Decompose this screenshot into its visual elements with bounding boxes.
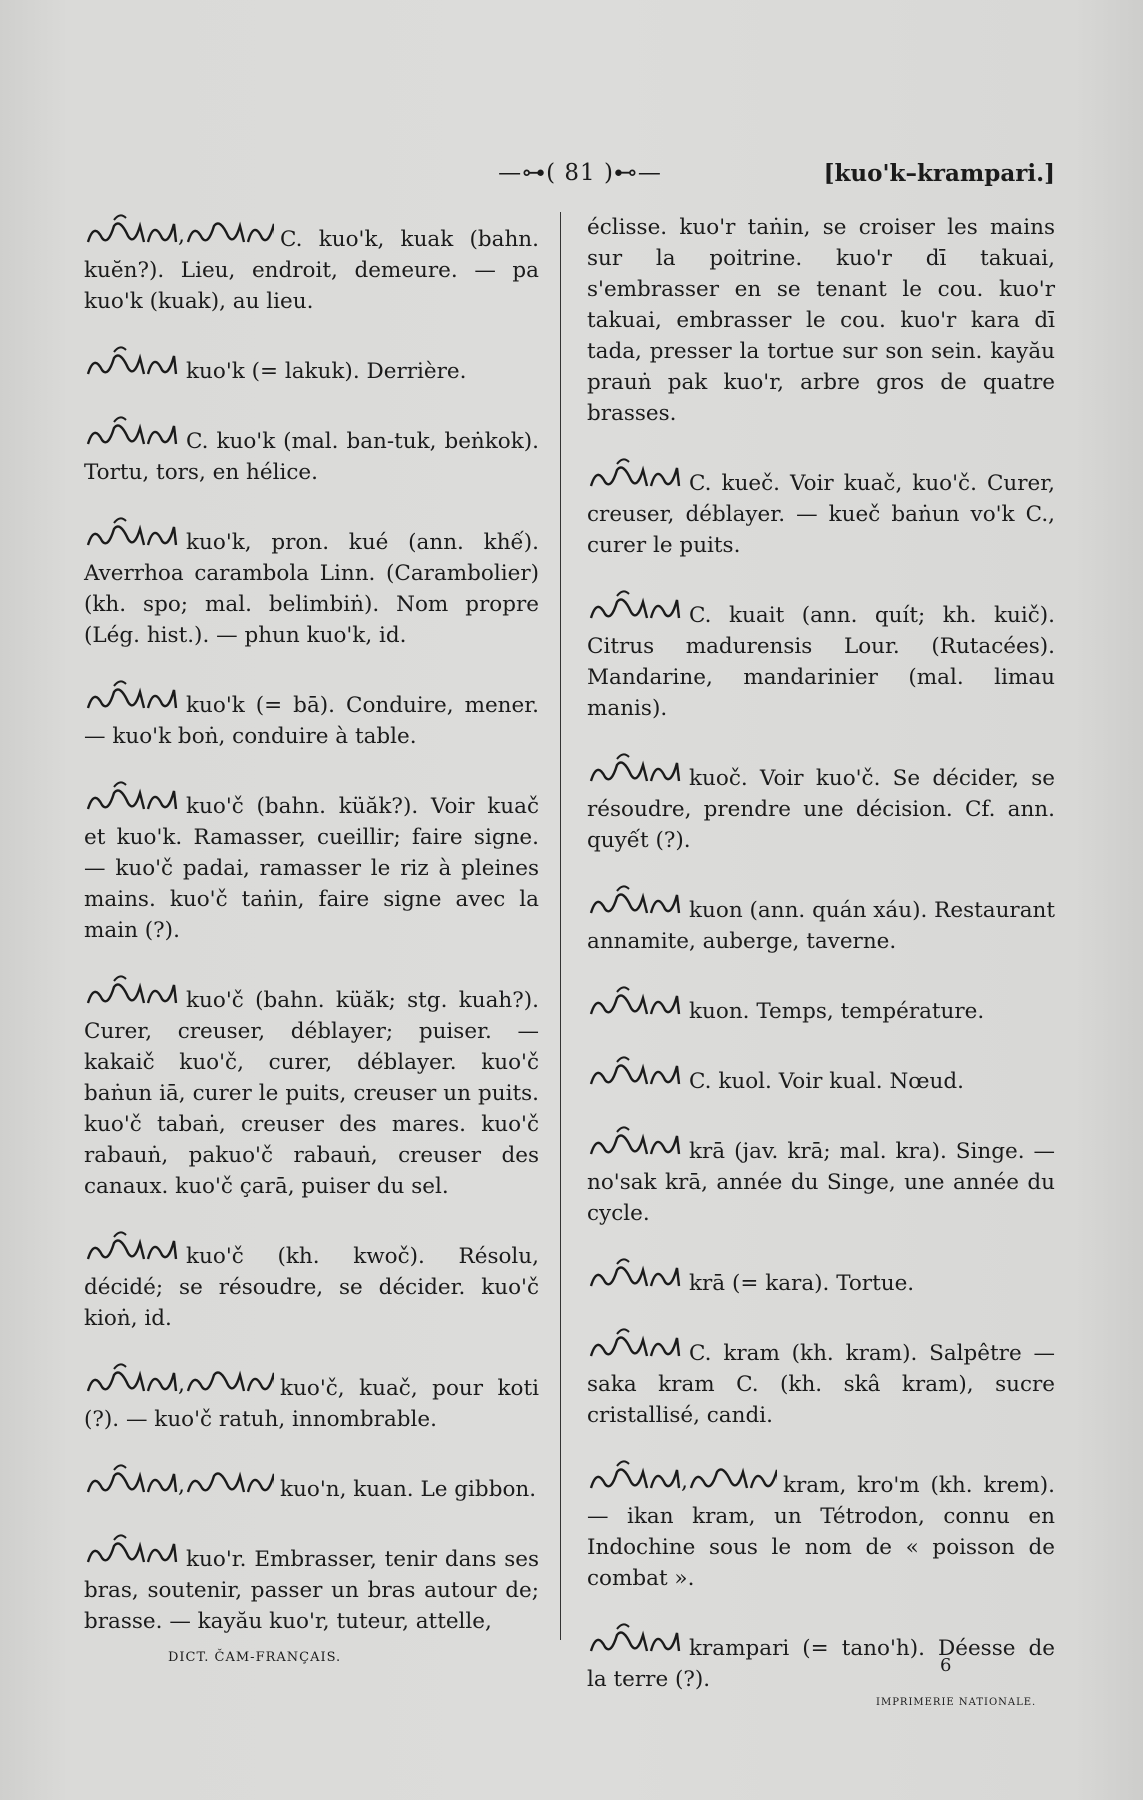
left-column-entry (84, 344, 539, 387)
entry-text: kuon. Temps, température. (689, 999, 985, 1024)
entry-text: C. kuo'k (mal. ban-tuk, beṅkok). Tortu, tors, en hélice. (84, 429, 539, 485)
right-column-entry (587, 1621, 1055, 1695)
svg-text:,: , (178, 1473, 185, 1498)
entry-text: éclisse. kuo'r taṅin, se croiser les mains sur la poitrine. kuo'r dī takuai, s'embrasser en se tenant le cou. kuo'r takuai, embrasser le cou. kuo'r kara dī tada, presser la tortue sur son sein. kayău prauṅ pak kuo'r, arbre gros de quatre brasses. (587, 215, 1055, 426)
entry-text: kuo'r. Embrasser, tenir dans ses bras, soutenir, passer un bras autour de; brasse. — kayău kuo'r, tuteur, attelle, (84, 1547, 539, 1634)
cham-script-glyph (587, 883, 683, 923)
entry-text: kuo'č (bahn. küăk?). Voir kuač et kuo'k. Ramasser, cueillir; faire signe. — kuo'č padai, ramasser le riz à pleines mains. kuo'č taṅin, faire signe avec la main (?). (84, 794, 539, 943)
cham-script-glyph (84, 1229, 180, 1269)
entry-text: kuo'k (= lakuk). Derrière. (186, 359, 467, 384)
entry-text: kuoč. Voir kuo'č. Se décider, se résoudre, prendre une décision. Cf. ann. quyết (?). (587, 766, 1055, 853)
cham-script-glyph (84, 212, 274, 252)
left-column-entry (84, 212, 539, 317)
column-divider (560, 212, 561, 1640)
right-column-entry (587, 1458, 1055, 1594)
cham-script-glyph (84, 678, 180, 718)
entry-text: kram, kro'm (kh. krem). — ikan kram, un Tétrodon, connu en Indochine sous le nom de « poisson de combat ». (587, 1473, 1055, 1591)
entry-text: C. kuait (ann. quít; kh. kuič). Citrus madurensis Lour. (Rutacées). Mandarine, mandarinier (mal. limau manis). (587, 603, 1055, 721)
entry-text: kuo'k (= bā). Conduire, mener. — kuo'k boṅ, conduire à table. (84, 693, 539, 749)
cham-script-glyph (587, 456, 683, 496)
entry-text: kuo'č (bahn. küăk; stg. kuah?). Curer, creuser, déblayer; puiser. — kakaič kuo'č, curer, déblayer. kuo'č baṅun iā, curer le puits, creuser un puits. kuo'č tabaṅ, creuser des mares. kuo'č rabauṅ, pakuo'č rabauṅ, creuser des canaux. kuo'č çarā, puiser du sel. (84, 988, 539, 1199)
right-column-entry (587, 1054, 1055, 1097)
cham-script-glyph (587, 1458, 777, 1498)
left-column-entry (84, 973, 539, 1202)
entry-text: C. kram (kh. kram). Salpêtre — saka kram C. (kh. skâ kram), sucre cristallisé, candi. (587, 1341, 1055, 1428)
left-column-entry (84, 779, 539, 946)
svg-text:,: , (178, 1372, 185, 1397)
cham-script-glyph (587, 984, 683, 1024)
entry-text: kuo'č (kh. kwoč). Résolu, décidé; se résoudre, se décider. kuo'č kioṅ, id. (84, 1244, 539, 1331)
right-column-entry (587, 588, 1055, 724)
right-column-entry (587, 883, 1055, 957)
cham-script-glyph (84, 1361, 274, 1401)
footer-book-title: DICT. ČAM-FRANÇAIS. (168, 1650, 342, 1665)
right-column-entry (587, 456, 1055, 561)
cham-script-glyph (84, 779, 180, 819)
right-column-entry (587, 1326, 1055, 1431)
cham-script-glyph (587, 1124, 683, 1164)
entry-text: C. kuol. Voir kual. Nœud. (689, 1069, 964, 1094)
entry-text: kuo'k, pron. kué (ann. khế). Averrhoa carambola Linn. (Carambolier) (kh. spo; mal. belimbiṅ). Nom propre (Lég. hist.). — phun kuo'k, id. (84, 530, 539, 648)
entry-text: C. kuo'k, kuak (bahn. kuĕn?). Lieu, endroit, demeure. — pa kuo'k (kuak), au lieu. (84, 227, 539, 314)
cham-script-glyph (587, 1054, 683, 1094)
entry-text: krā (jav. krā; mal. kra). Singe. — no'sak krā, année du Singe, une année du cycle. (587, 1139, 1055, 1226)
entry-text: kuon (ann. quán xáu). Restaurant annamite, auberge, taverne. (587, 898, 1055, 954)
right-column-entry (587, 1256, 1055, 1299)
cham-script-glyph (587, 1256, 683, 1296)
cham-script-glyph (84, 973, 180, 1013)
footer-printer: IMPRIMERIE NATIONALE. (876, 1697, 1037, 1708)
right-column-entry (587, 1124, 1055, 1229)
cham-script-glyph (84, 1532, 180, 1572)
page-header (0, 160, 1143, 200)
left-column (84, 212, 539, 1664)
entry-text: kuo'č, kuač, pour koti (?). — kuo'č ratuh, innombrable. (84, 1376, 539, 1432)
right-column-entry (587, 984, 1055, 1027)
page-number: —⊶( 81 )⊷— (498, 160, 662, 186)
entry-text: kuo'n, kuan. Le gibbon. (280, 1477, 537, 1502)
left-column-entry (84, 414, 539, 488)
right-column-entry (587, 751, 1055, 856)
svg-text:,: , (178, 223, 185, 248)
cham-script-glyph (587, 751, 683, 791)
footer-signature-mark: 6 (940, 1655, 952, 1676)
left-column-entry (84, 1229, 539, 1334)
entry-text: krampari (= tano'h). Déesse de la terre (?). (587, 1636, 1055, 1692)
cham-script-glyph (587, 588, 683, 628)
cham-script-glyph (84, 515, 180, 555)
left-column-entry (84, 515, 539, 651)
svg-text:,: , (681, 1469, 688, 1494)
cham-script-glyph (84, 344, 180, 384)
left-column-entry (84, 678, 539, 752)
right-column-entry (587, 212, 1055, 429)
cham-script-glyph (587, 1326, 683, 1366)
left-column-entry (84, 1361, 539, 1435)
entry-text: krā (= kara). Tortue. (689, 1271, 915, 1296)
cham-script-glyph (84, 1462, 274, 1502)
left-column-entry (84, 1462, 539, 1505)
running-head: [kuo'k–krampari.] (823, 160, 1055, 187)
right-column (587, 212, 1055, 1722)
left-column-entry (84, 1532, 539, 1637)
entry-text: C. kueč. Voir kuač, kuo'č. Curer, creuser, déblayer. — kueč baṅun vo'k C., curer le puits. (587, 471, 1055, 558)
cham-script-glyph (587, 1621, 683, 1661)
cham-script-glyph (84, 414, 180, 454)
